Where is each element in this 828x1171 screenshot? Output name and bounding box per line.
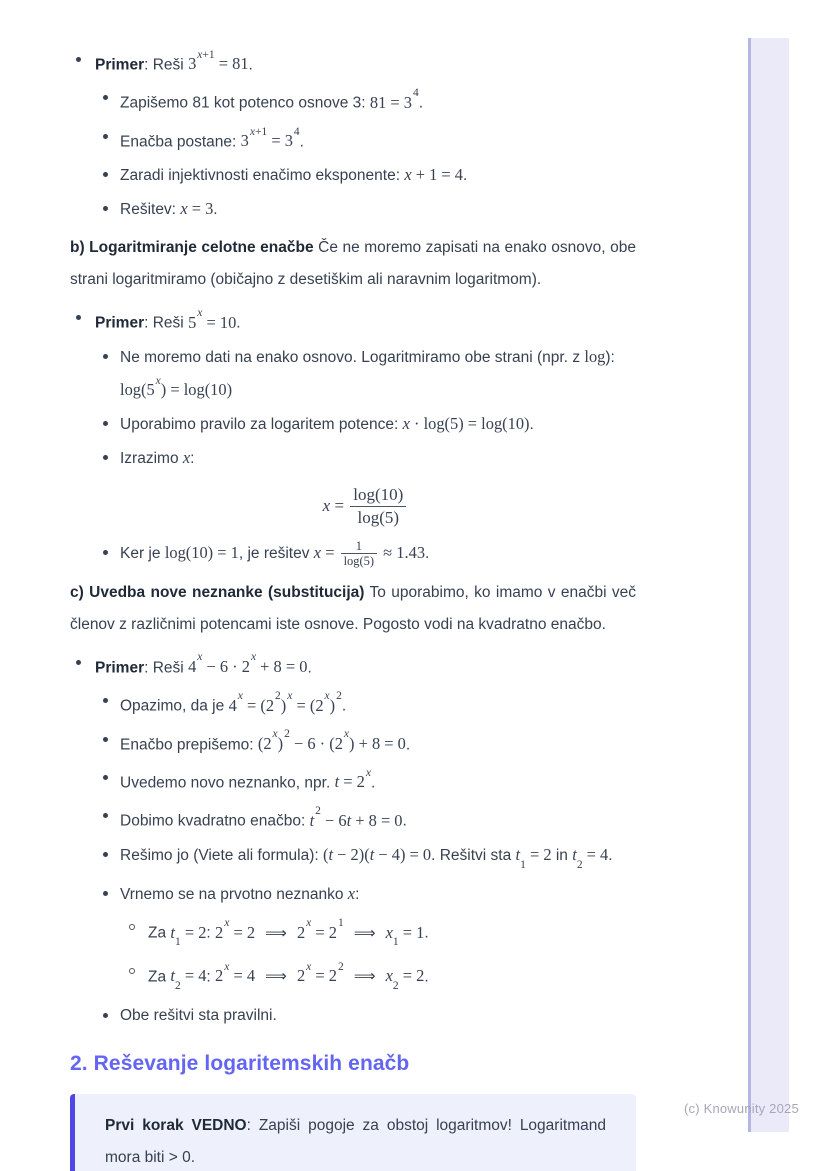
list-item [95,343,636,405]
bullet-icon [76,57,81,62]
list-item-text: Za $t_1 = 2$: $2^x = 2$ ⟹ $2^x = 2^1$ ⟹ $x_1 = 1$. [148,917,429,949]
list-item-text: Vrnemo se na prvotno neznanko x: [120,884,360,904]
list-item [120,914,636,953]
bullet-icon [103,455,108,460]
list-item [95,195,636,224]
list-item-text: Primer: Reši $5^x = 10$. [95,307,241,332]
bullet-icon [103,775,108,780]
section-heading: 2. Reševanje logaritemskih enačb [70,1051,410,1075]
bullet-list-level-2 [95,687,636,1030]
list-item-text: Ker je log(10) = 1, je rešitev x = $\frac{1}{\log(5)}$ ≈ 1.43. [120,538,430,569]
bullet-icon [103,95,108,100]
list-item-text: Za $t_2 = 4$: $2^x = 4$ ⟹ $2^x = 2^2$ ⟹ $x_2 = 2$. [148,960,429,993]
bullet-icon [103,354,108,359]
document-content [70,38,636,1171]
list-item [95,880,636,997]
list-item-text: Primer: Reši $3^{x+1} = 81$. [95,48,253,74]
list-item-text: Dobimo kvadratno enačbo: $t^2 - 6t + 8 = 0$. [120,805,407,830]
callout-box: Prvi korak VEDNO: Zapiši pogoje za obstoj logaritmov! Logaritmand mora biti > 0. [70,1094,636,1171]
bullet-list-level-1 [70,304,636,568]
bullet-icon [103,172,108,177]
list-item [95,444,636,473]
paragraph: b) Logaritmiranje celotne enačbe Če ne moremo zapisati na enako osnovo, obe strani logaritmiramo (običajno z desetiškim ali naravnim logaritmom). [70,239,636,289]
list-item-text: Enačba postane: $3^{x+1} = 3^4$. [120,125,304,151]
copyright-watermark: (c) Knowunity 2025 [684,1101,799,1116]
bullet-list-level-1 [70,649,636,1030]
list-item [95,1002,636,1030]
bullet-icon [103,813,108,818]
list-item-text: Rešimo jo (Viete ali formula): (t − 2)(t − 4) = 0. Rešitvi sta $t_1 = 2$ in $t_2 = 4$. [120,844,613,871]
circle-bullet-icon [129,924,135,930]
bullet-icon [103,134,108,139]
list-item-text: Rešitev: x = 3. [120,199,218,219]
paragraph: c) Uvedba nove neznanke (substitucija) To uporabimo, ko imamo v enačbi več členov z različnimi potencami iste osnove. Pogosto vodi na kvadratno enačbo. [70,583,636,633]
list-item-text: Enačbo prepišemo: $(2^x)^2 - 6 \cdot (2^x) + 8 = 0$. [120,728,411,754]
bullet-icon [76,660,81,665]
list-item-text: Uporabimo pravilo za logaritem potence: x · log(5) = log(10). [120,414,534,434]
bullet-icon [103,737,108,742]
list-item [95,687,636,720]
list-item-text: Uvedemo novo neznanko, npr. $t = 2^x$. [120,766,376,792]
display-formula: x = $\frac{\log(10)}{\log(5)}$ [95,484,636,529]
list-item-text: Ne moremo dati na enako osnovo. Logaritmiramo obe strani (npr. z log): $\log(5^x) = \log(10)$ [120,346,615,400]
bullet-icon [103,852,108,857]
circle-bullet-icon [129,968,135,974]
bullet-icon [103,206,108,211]
page-edge-stripe [748,38,789,1132]
list-item [95,123,636,156]
list-item [120,958,636,997]
list-item [95,764,636,797]
list-item-text: Obe rešitvi sta pravilni. [120,1006,277,1024]
bullet-icon [103,421,108,426]
list-item [95,84,636,117]
bullet-list-level-2 [95,84,636,224]
bullet-icon [103,698,108,703]
list-item [70,46,636,224]
bullet-list-level-1 [70,46,636,224]
bullet-icon [76,315,81,320]
list-item-text: Primer: Reši $4^x - 6 \cdot 2^x + 8 = 0$. [95,651,312,677]
list-item-text: Zaradi injektivnosti enačimo eksponente: x + 1 = 4. [120,165,468,185]
bullet-icon [103,550,108,555]
list-item [95,841,636,875]
list-item [95,410,636,439]
list-item [70,649,636,1030]
list-item-text: Zapišemo 81 kot potenco osnove 3: $81 = 3^4$. [120,87,424,112]
bullet-list-level-2 [95,343,636,569]
bullet-icon [103,1013,108,1018]
list-item [95,726,636,759]
list-item [95,802,636,835]
list-item-text: Izrazimo x: [120,448,195,468]
bullet-icon [103,891,108,896]
list-item [95,539,636,569]
list-item [95,161,636,190]
list-item-text: Opazimo, da je $4^x = (2^2)^x = (2^x)^2$. [120,689,347,715]
bullet-list-level-3 [120,914,636,997]
list-item [70,304,636,568]
